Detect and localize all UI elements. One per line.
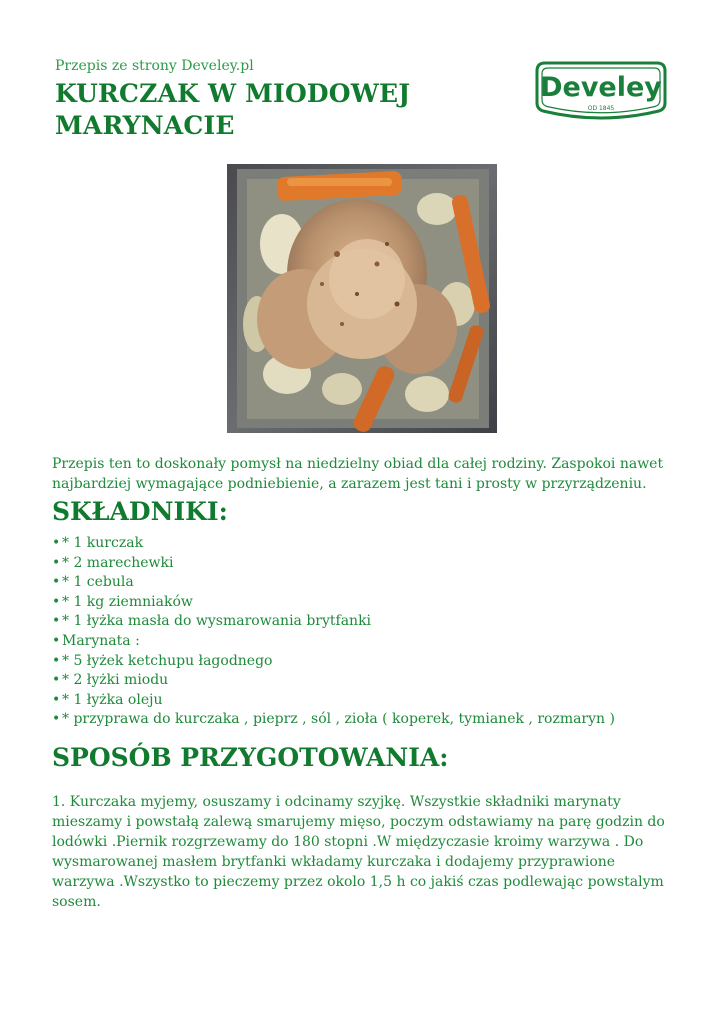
bullet-icon: • [52,554,61,571]
bullet-icon: • [52,691,61,708]
bullet-icon: • [52,652,61,669]
ingredient-list [52,534,615,730]
page-title: KURCZAK W MIODOWEJ MARYNACIE [55,79,411,140]
ingredient-item: • * 1 cebula [52,573,615,593]
ingredient-item: • * 1 kurczak [52,534,615,554]
bullet-icon: • [52,613,61,630]
method-paragraph: 1. Kurczaka myjemy, osuszamy i odcinamy szyjkę. Wszystkie składniki marynaty mieszamy i powstałą zalewą smarujemy mięso, poczym odstawiamy na parę godzin do lodówki .Piernik rozgrzewamy do 180 stopni .W międzyczasie kroimy warzywa . Do wysmarowanej masłem brytfanki wkładamy kurczaka i dodajemy przyprawione warzywa .Wszystko to pieczemy przez okolo 1,5 h co jakiś czas podlewając powstalym sosem. [52,794,665,910]
ingredient-item: • * 1 łyżka oleju [52,691,615,711]
ingredient-item: • * 5 łyżek ketchupu łagodnego [52,652,615,672]
bullet-icon: • [52,593,61,610]
bullet-icon: • [52,535,61,551]
bullet-icon: • [52,574,61,591]
ingredient-item: • * przyprawa do kurczaka , pieprz , sól , zioła ( koperek, tymianek , rozmaryn ) [52,710,615,730]
ingredients-heading: SKŁADNIKI: [52,497,228,526]
bullet-icon: • [52,632,61,649]
ingredient-item: • Marynata : [52,632,615,652]
intro-paragraph: Przepis ten to doskonały pomysł na niedzielny obiad dla całej rodziny. Zaspokoi nawet najbardziej wymagające podniebienie, a zarazem jest tani i prosty w przyrządzeniu. [52,456,664,492]
source-line: Przepis ze strony Develey.pl [55,58,254,74]
bullet-icon: • [52,672,61,689]
ingredient-item: • * 1 łyżka masła do wysmarowania brytfanki [52,612,615,632]
develey-logo [533,59,669,123]
ingredient-item: • * 1 kg ziemniaków [52,593,615,613]
roast-chicken-photo [227,164,497,433]
ingredient-item: • * 2 marechewki [52,554,615,574]
ingredient-item: • * 2 łyżki miodu [52,671,615,691]
method-heading: SPOSÓB PRZYGOTOWANIA: [52,743,449,772]
logo-wordmark: Develey [540,72,662,103]
logo-tagline: OD 1845 [587,105,615,112]
bullet-icon: • [52,711,61,728]
